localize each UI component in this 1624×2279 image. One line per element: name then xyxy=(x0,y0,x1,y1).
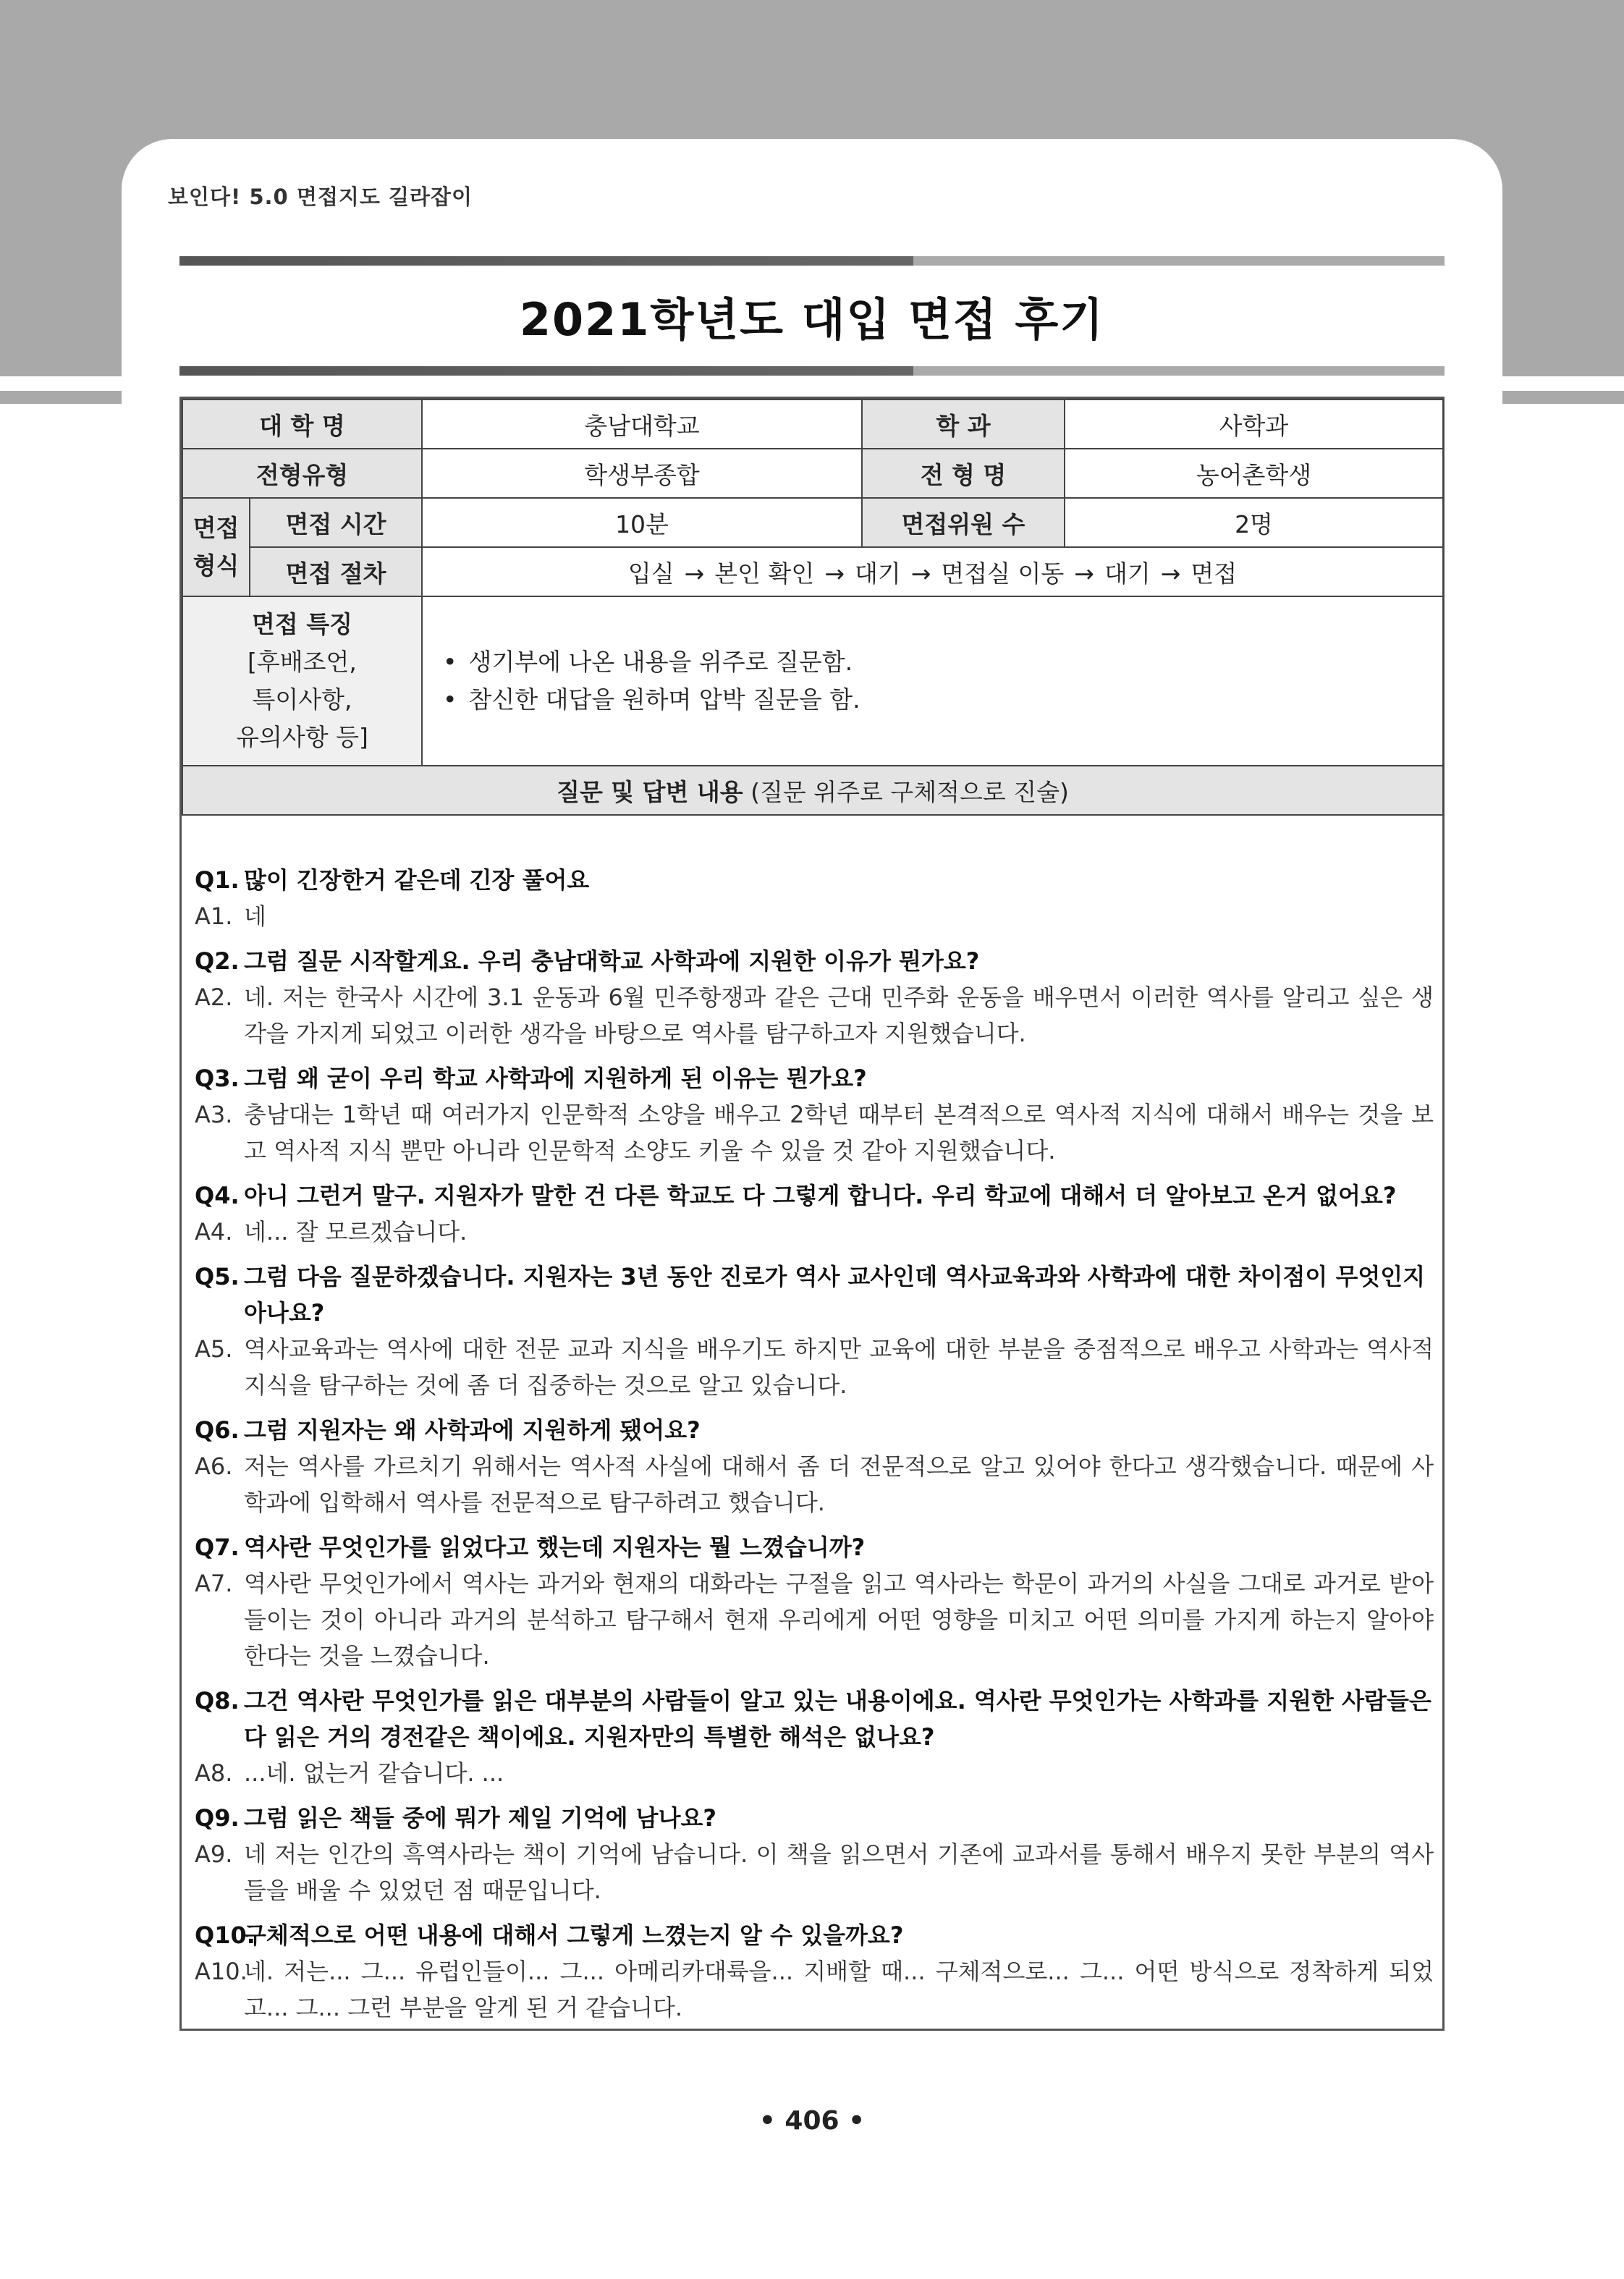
qa-header xyxy=(182,766,1443,815)
info-row-procedure xyxy=(182,547,1443,596)
feature-item: • 생기부에 나온 내용을 위주로 질문함. xyxy=(443,643,1442,681)
qa-item xyxy=(195,1917,1434,2026)
features-label xyxy=(182,596,422,766)
answer-text: 네... 잘 모르겠습니다. xyxy=(244,1218,468,1246)
info-table xyxy=(182,399,1444,816)
qa-item xyxy=(195,1177,1434,1250)
qa-item xyxy=(195,1529,1434,1674)
qa-item xyxy=(195,1412,1434,1521)
arrow-right-icon: → xyxy=(910,559,931,588)
question xyxy=(195,1917,1434,1953)
qa-item xyxy=(195,943,1434,1052)
features-label-line: 특이사항, xyxy=(252,685,352,714)
question-text: 그럼 왜 굳이 우리 학교 사학과에 지원하게 된 이유는 뭔가요? xyxy=(244,1065,867,1092)
answer-text: ...네. 없는거 같습니다. ... xyxy=(244,1759,504,1787)
question-number: Q8. xyxy=(195,1687,240,1714)
answer xyxy=(195,1755,1434,1791)
page-number: • 406 • xyxy=(758,2106,866,2136)
admission-name-label: 전 형 명 xyxy=(862,449,1065,498)
procedure-step: 입실 xyxy=(627,559,674,588)
answer xyxy=(195,1565,1434,1674)
question-text: 그건 역사란 무엇인가를 읽은 대부분의 사람들이 알고 있는 내용이에요. 역사란 무엇인가는 사학과를 지원한 사람들은 다 읽은 거의 경전같은 책이에요. 지원자만의 특별한 해석은 없나요? xyxy=(244,1687,1431,1751)
question xyxy=(195,1800,1434,1836)
side-strip-left xyxy=(0,391,123,404)
qa-header-note: (질문 위주로 구체적으로 진술) xyxy=(743,777,1069,806)
qa-header-bold: 질문 및 답변 내용 xyxy=(557,777,743,806)
arrow-right-icon: → xyxy=(824,559,845,588)
university-label: 대 학 명 xyxy=(182,399,422,449)
features-label-line: [후배조언, xyxy=(248,648,357,676)
answer-text: 네. 저는 한국사 시간에 3.1 운동과 6월 민주항쟁과 같은 근대 민주화 운동을 배우면서 이러한 역사를 알리고 싶은 생각을 가지게 되었고 이러한 생각을 바탕으로 역사를 탐구하고자 지원했습니다. xyxy=(244,984,1434,1047)
question-text: 그럼 질문 시작할게요. 우리 충남대학교 사학과에 지원한 이유가 뭔가요? xyxy=(244,947,980,975)
question-number: Q2. xyxy=(195,947,240,975)
qa-item xyxy=(195,1683,1434,1791)
qa-item xyxy=(195,1259,1434,1403)
answer-number: A8. xyxy=(195,1759,233,1787)
answer-number: A6. xyxy=(195,1453,233,1480)
features-list xyxy=(422,596,1443,766)
question-number: Q4. xyxy=(195,1182,240,1209)
question-number: Q10. xyxy=(195,1921,255,1949)
time-value: 10분 xyxy=(422,498,862,547)
features-label-line: 면접 특징 xyxy=(251,610,352,638)
answer xyxy=(195,979,1434,1052)
admission-type-label: 전형유형 xyxy=(182,449,422,498)
question-number: Q1. xyxy=(195,866,240,894)
university-value: 충남대학교 xyxy=(422,399,862,449)
arrow-right-icon: → xyxy=(684,559,705,588)
time-label: 면접 시간 xyxy=(250,498,422,547)
qa-item xyxy=(195,1060,1434,1169)
department-label: 학 과 xyxy=(862,399,1065,449)
answer-text: 저는 역사를 가르치기 위해서는 역사적 사실에 대해서 좀 더 전문적으로 알고 있어야 한다고 생각했습니다. 때문에 사학과에 입학해서 역사를 전문적으로 탐구하려고 했습니다. xyxy=(244,1453,1434,1516)
question xyxy=(195,1529,1434,1565)
title-rule-bottom xyxy=(179,366,1445,376)
answer xyxy=(195,1096,1434,1169)
answer-text: 충남대는 1학년 때 여러가지 인문학적 소양을 배우고 2학년 때부터 본격적으로 역사적 지식에 대해서 배우는 것을 보고 역사적 지식 뿐만 아니라 인문학적 소양도 키울 수 있을 것 같아 지원했습니다. xyxy=(244,1101,1434,1164)
question-number: Q5. xyxy=(195,1263,240,1290)
side-strip-right xyxy=(1498,391,1624,404)
answer xyxy=(195,1953,1434,2026)
question xyxy=(195,1060,1434,1096)
question-text: 역사란 무엇인가를 읽었다고 했는데 지원자는 뭘 느꼈습니까? xyxy=(244,1534,866,1561)
qa-item xyxy=(195,1800,1434,1908)
procedure-step: 면접 xyxy=(1190,559,1238,588)
answer-text: 역사란 무엇인가에서 역사는 과거와 현재의 대화라는 구절을 읽고 역사라는 학문이 과거의 사실을 그대로 과거로 받아들이는 것이 아니라 과거의 분석하고 탐구해서 현재 우리에게 어떤 영향을 미치고 어떤 의미를 가지게 하는지 알아야 한다는 것을 느꼈습니다. xyxy=(244,1570,1434,1670)
arrow-right-icon: → xyxy=(1160,559,1181,588)
procedure-step: 면접실 이동 xyxy=(941,559,1065,588)
interviewers-label: 면접위원 수 xyxy=(862,498,1065,547)
answer-number: A7. xyxy=(195,1570,233,1597)
answer-number: A2. xyxy=(195,984,233,1011)
question-text: 많이 긴장한거 같은데 긴장 풀어요 xyxy=(244,866,590,894)
answer xyxy=(195,1448,1434,1521)
question-text: 구체적으로 어떤 내용에 대해서 그렇게 느꼈는지 알 수 있을까요? xyxy=(244,1921,904,1949)
answer-number: A3. xyxy=(195,1101,233,1128)
question xyxy=(195,1412,1434,1448)
question-number: Q6. xyxy=(195,1416,240,1444)
info-row-time xyxy=(182,498,1443,547)
info-row-admission xyxy=(182,449,1443,498)
info-row-features xyxy=(182,596,1443,766)
qa-header-row xyxy=(182,766,1443,815)
question xyxy=(195,862,1434,898)
question xyxy=(195,1259,1434,1331)
question xyxy=(195,1177,1434,1214)
procedure-step: 본인 확인 xyxy=(714,559,815,588)
procedure-step: 대기 xyxy=(854,559,901,588)
features-label-line: 유의사항 등] xyxy=(236,723,368,751)
question xyxy=(195,1683,1434,1755)
procedure-value xyxy=(422,547,1443,596)
running-head: 보인다! 5.0 면접지도 길라잡이 xyxy=(168,185,473,209)
answer-text: 네 저는 인간의 흑역사라는 책이 기억에 남습니다. 이 책을 읽으면서 기존에 교과서를 통해서 배우지 못한 부분의 역사들을 배울 수 있었던 점 때문입니다. xyxy=(244,1840,1434,1904)
answer xyxy=(195,898,1434,934)
question-text: 그럼 읽은 책들 중에 뭐가 제일 기억에 남나요? xyxy=(244,1804,716,1832)
answer-number: A1. xyxy=(195,902,233,930)
interviewers-value: 2명 xyxy=(1065,498,1443,547)
question-number: Q9. xyxy=(195,1804,240,1832)
qa-item xyxy=(195,862,1434,934)
page-title: 2021학년도 대입 면접 후기 xyxy=(519,293,1105,346)
answer xyxy=(195,1836,1434,1908)
review-box xyxy=(179,397,1445,2031)
answer xyxy=(195,1331,1434,1403)
answer-number: A4. xyxy=(195,1218,233,1246)
arrow-right-icon: → xyxy=(1074,559,1094,588)
question-number: Q3. xyxy=(195,1065,240,1092)
admission-name-value: 농어촌학생 xyxy=(1065,449,1443,498)
answer-text: 네. 저는... 그... 유럽인들이... 그... 아메리카대륙을... 지배할 때... 구체적으로... 그... 어떤 방식으로 정착하게 되었고... 그... 그런 부분을 알게 된 거 같습니다. xyxy=(244,1958,1434,2021)
title-rule-top xyxy=(179,256,1445,266)
question xyxy=(195,943,1434,979)
qa-list xyxy=(195,862,1434,2034)
question-text: 그럼 다음 질문하겠습니다. 지원자는 3년 동안 진로가 역사 교사인데 역사교육과와 사학과에 대한 차이점이 무엇인지 아나요? xyxy=(244,1263,1426,1327)
format-label: 면접 형식 xyxy=(182,498,250,596)
answer-number: A10. xyxy=(195,1958,248,1985)
answer-text: 역사교육과는 역사에 대한 전문 교과 지식을 배우기도 하지만 교육에 대한 부분을 중점적으로 배우고 사학과는 역사적 지식을 탐구하는 것에 좀 더 집중하는 것으로 알고 있습니다. xyxy=(244,1335,1434,1399)
answer-text: 네 xyxy=(244,902,266,930)
procedure-step: 대기 xyxy=(1104,559,1151,588)
info-row-university xyxy=(182,399,1443,449)
answer xyxy=(195,1214,1434,1250)
department-value: 사학과 xyxy=(1065,399,1443,449)
admission-type-value: 학생부종합 xyxy=(422,449,862,498)
feature-item: • 참신한 대답을 원하며 압박 질문을 함. xyxy=(443,681,1442,719)
question-text: 아니 그런거 말구. 지원자가 말한 건 다른 학교도 다 그렇게 합니다. 우리 학교에 대해서 더 알아보고 온거 없어요? xyxy=(244,1182,1397,1209)
answer-number: A9. xyxy=(195,1840,233,1868)
question-text: 그럼 지원자는 왜 사학과에 지원하게 됐어요? xyxy=(244,1416,701,1444)
procedure-label: 면접 절차 xyxy=(250,547,422,596)
answer-number: A5. xyxy=(195,1335,233,1363)
question-number: Q7. xyxy=(195,1534,240,1561)
